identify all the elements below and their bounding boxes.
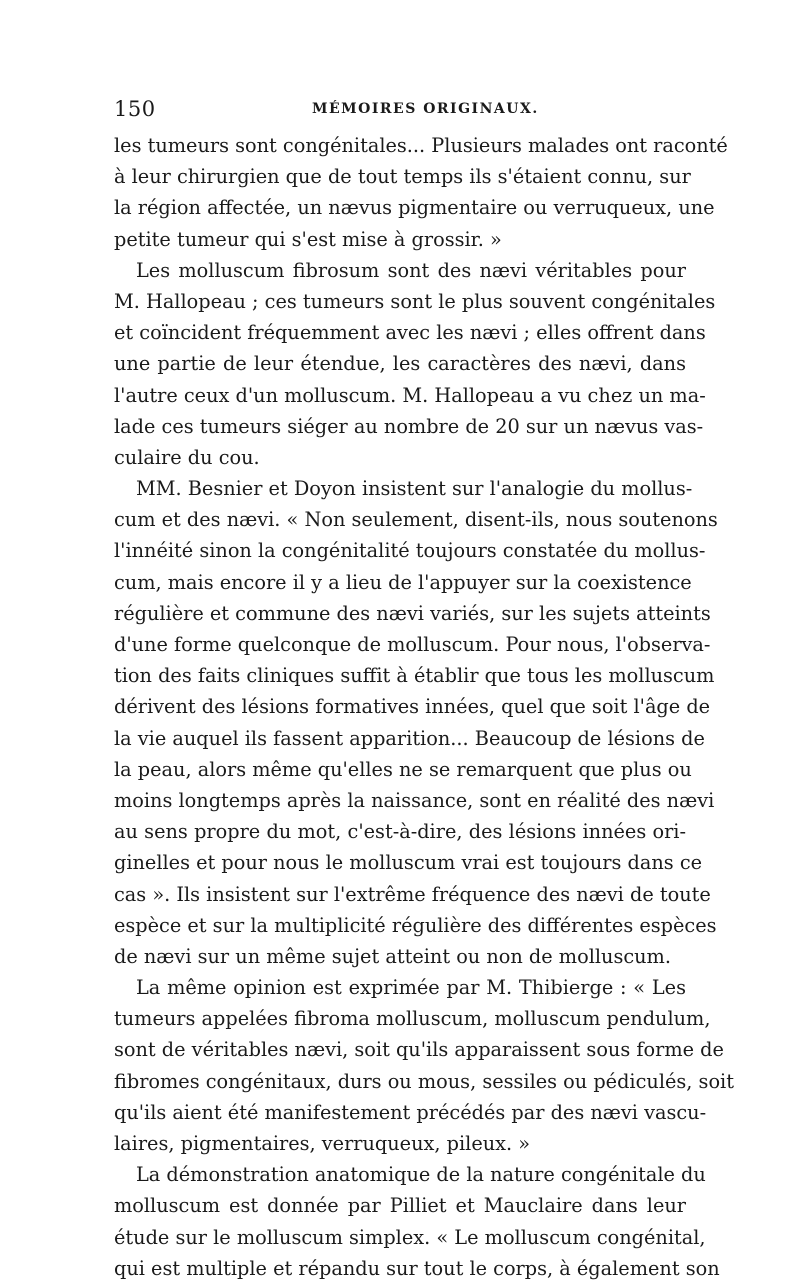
text-line: La démonstration anatomique de la nature congénitale du xyxy=(136,1163,706,1187)
text-line: lade ces tumeurs siéger au nombre de 20 sur un nævus vas- xyxy=(114,414,704,438)
text-line: d'une forme quelconque de molluscum. Pour nous, l'observa- xyxy=(114,633,711,656)
text-line: étude sur le molluscum simplex. « Le molluscum congénital, xyxy=(114,1225,706,1249)
text-line: petite tumeur qui s'est mise à grossir. » xyxy=(114,227,502,251)
running-head xyxy=(114,97,686,123)
text-line: ginelles et pour nous le molluscum vrai est toujours dans ce xyxy=(114,851,703,875)
text-line: la région affectée, un nævus pigmentaire ou verruqueux, une xyxy=(114,196,715,220)
text-line: une partie de leur étendue, les caractères des nævi, dans xyxy=(114,352,686,376)
body-text xyxy=(114,130,734,1284)
text-line: La même opinion est exprimée par M. Thibierge : « Les xyxy=(136,976,686,1000)
text-line: sont de véritables nævi, soit qu'ils apparaissent sous forme de xyxy=(114,1038,724,1062)
text-line: l'autre ceux d'un molluscum. M. Hallopeau a vu chez un ma- xyxy=(114,383,706,407)
text-line: culaire du cou. xyxy=(114,445,260,469)
text-line: Les molluscum fibrosum sont des nævi véritables pour xyxy=(136,258,686,282)
text-line: tumeurs appelées fibroma molluscum, molluscum pendulum, xyxy=(114,1007,711,1031)
text-line: qu'ils aient été manifestement précédés par des nævi vascu- xyxy=(114,1100,707,1124)
text-line: M. Hallopeau ; ces tumeurs sont le plus souvent congénitales xyxy=(114,289,716,313)
text-line: espèce et sur la multiplicité régulière des différentes espèces xyxy=(114,913,717,937)
text-line: MM. Besnier et Doyon insistent sur l'analogie du mollus- xyxy=(136,477,693,501)
text-line: cum, mais encore il y a lieu de l'appuyer sur la coexistence xyxy=(114,570,692,594)
text-line: au sens propre du mot, c'est-à-dire, des lésions innées ori- xyxy=(114,820,686,844)
text-line: fibromes congénitaux, durs ou mous, sessiles ou pédiculés, soit xyxy=(114,1069,734,1093)
text-line: de nævi sur un même sujet atteint ou non de molluscum. xyxy=(114,944,671,968)
text-line: les tumeurs sont congénitales... Plusieurs malades ont raconté xyxy=(114,134,728,157)
text-line: la vie auquel ils fassent apparition... Beaucoup de lésions de xyxy=(114,726,705,750)
text-line: molluscum est donnée par Pilliet et Mauclaire dans leur xyxy=(114,1194,686,1218)
text-line: cas ». Ils insistent sur l'extrême fréquence des nævi de toute xyxy=(114,882,711,906)
text-line: à leur chirurgien que de tout temps ils s'étaient connu, sur xyxy=(114,165,691,189)
text-line: tion des faits cliniques suffit à établir que tous les molluscum xyxy=(114,664,715,688)
running-title: MÉMOIRES ORIGINAUX. xyxy=(312,101,539,117)
text-line: régulière et commune des nævi variés, sur les sujets atteints xyxy=(114,601,711,625)
page-number: 150 xyxy=(114,97,156,121)
text-line: la peau, alors même qu'elles ne se remarquent que plus ou xyxy=(114,757,692,781)
text-line: laires, pigmentaires, verruqueux, pileux. » xyxy=(114,1132,531,1155)
text-line: l'innéité sinon la congénitalité toujours constatée du mollus- xyxy=(114,539,706,563)
text-line: qui est multiple et répandu sur tout le corps, à également son xyxy=(114,1256,720,1280)
text-line: dérivent des lésions formatives innées, quel que soit l'âge de xyxy=(114,695,711,719)
text-line: cum et des nævi. « Non seulement, disent-ils, nous soutenons xyxy=(114,508,718,532)
text-line: et coïncident fréquemment avec les nævi ; elles offrent dans xyxy=(114,321,706,345)
text-line: moins longtemps après la naissance, sont en réalité des nævi xyxy=(114,788,715,812)
